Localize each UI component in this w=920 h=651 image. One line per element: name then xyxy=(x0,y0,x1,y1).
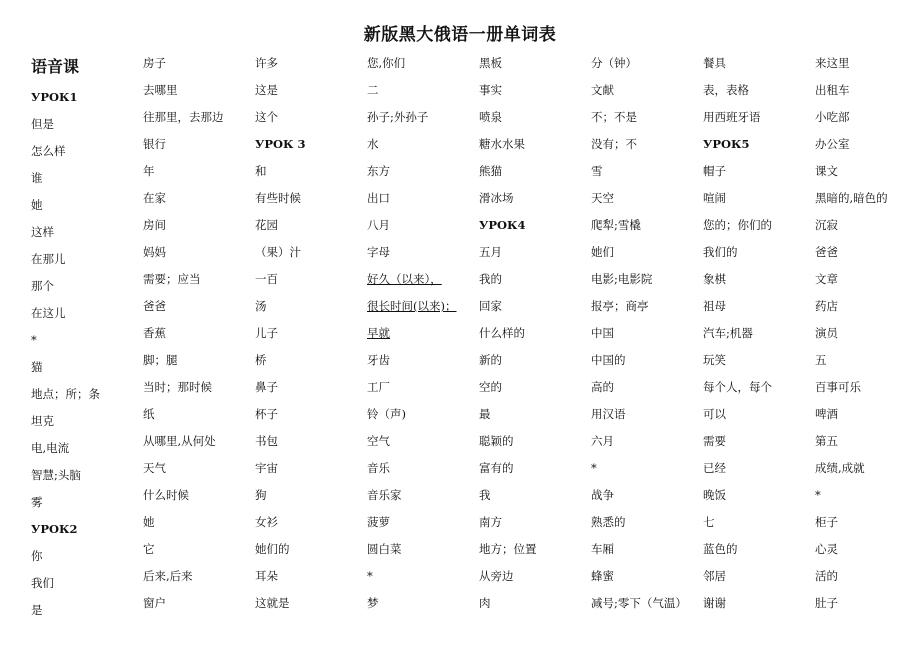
section-heading: 语音课 xyxy=(31,57,80,76)
word-entry: 熊猫 xyxy=(479,164,502,178)
word-entry: 六月 xyxy=(591,434,614,448)
word-entry: 早就 xyxy=(367,326,390,340)
word-entry: 从哪里,从何处 xyxy=(143,434,216,448)
word-entry: 回家 xyxy=(479,299,502,313)
word-entry: 梦 xyxy=(367,596,379,610)
word-entry: 房间 xyxy=(143,218,166,232)
word-entry: 什么时候 xyxy=(143,488,189,502)
word-entry: 不；不是 xyxy=(591,110,637,124)
word-entry: 报亭；商亭 xyxy=(591,299,649,313)
word-entry: 菠萝 xyxy=(367,515,390,529)
word-entry: 表，表格 xyxy=(703,83,749,97)
word-entry: 她 xyxy=(143,515,155,529)
word-entry: 出租车 xyxy=(815,83,850,97)
word-entry: 是 xyxy=(31,603,43,617)
lesson-heading: УРОК2 xyxy=(31,522,78,536)
word-column-1 xyxy=(31,56,100,630)
word-entry: 她 xyxy=(31,198,43,212)
word-entry: 它 xyxy=(143,542,155,556)
word-entry: 从旁边 xyxy=(479,569,514,583)
word-entry: 祖母 xyxy=(703,299,726,313)
word-entry: 中国的 xyxy=(591,353,626,367)
word-entry: 你 xyxy=(31,549,43,563)
word-entry: 空气 xyxy=(367,434,390,448)
word-entry: 减号;零下（气温） xyxy=(591,596,687,610)
word-entry: 需要；应当 xyxy=(143,272,201,286)
word-entry: 黑暗的,暗色的 xyxy=(815,191,888,205)
word-entry: 肉 xyxy=(479,596,491,610)
word-entry: 东方 xyxy=(367,164,390,178)
word-entry: 许多 xyxy=(255,56,278,70)
word-entry: 花园 xyxy=(255,218,278,232)
word-entry: 音乐家 xyxy=(367,488,402,502)
word-entry: 一百 xyxy=(255,272,278,286)
word-entry: 电,电流 xyxy=(31,441,70,455)
word-entry: 有些时候 xyxy=(255,191,301,205)
word-entry: 爸爸 xyxy=(143,299,166,313)
word-entry: 滑冰场 xyxy=(479,191,514,205)
word-column-6 xyxy=(591,56,687,623)
word-entry: 地方；位置 xyxy=(479,542,537,556)
word-entry: 怎么样 xyxy=(31,144,66,158)
word-entry: 二 xyxy=(367,83,379,97)
word-column-2 xyxy=(143,56,224,623)
word-entry: * xyxy=(367,569,373,583)
word-entry: 音乐 xyxy=(367,461,390,475)
word-entry: 鼻子 xyxy=(255,380,278,394)
word-entry: 课文 xyxy=(815,164,838,178)
word-entry: 没有；不 xyxy=(591,137,637,151)
word-entry: 我们 xyxy=(31,576,54,590)
word-entry: 在那儿 xyxy=(31,252,66,266)
word-entry: 战争 xyxy=(591,488,614,502)
word-entry: 智慧;头脑 xyxy=(31,468,81,482)
word-entry: 窗户 xyxy=(143,596,166,610)
word-entry: 去哪里 xyxy=(143,83,178,97)
word-entry: 雾 xyxy=(31,495,43,509)
word-column-3 xyxy=(255,56,305,623)
word-entry: 在这儿 xyxy=(31,306,66,320)
word-entry: 药店 xyxy=(815,299,838,313)
word-entry: 演员 xyxy=(815,326,838,340)
word-entry: 雪 xyxy=(591,164,603,178)
word-column-7 xyxy=(703,56,772,623)
page-title: 新版黑大俄语一册单词表 xyxy=(363,25,557,45)
word-entry: 往那里，去那边 xyxy=(143,110,224,124)
lesson-heading: УРОК 3 xyxy=(255,137,306,151)
word-entry: 这是 xyxy=(255,83,278,97)
word-entry: 书包 xyxy=(255,434,278,448)
word-entry: 汤 xyxy=(255,299,267,313)
word-entry: 用汉语 xyxy=(591,407,626,421)
word-entry: * xyxy=(591,461,597,475)
word-entry: 心灵 xyxy=(815,542,838,556)
word-entry: 这样 xyxy=(31,225,54,239)
word-entry: 我们的 xyxy=(703,245,738,259)
word-entry: 那个 xyxy=(31,279,54,293)
word-entry: 来这里 xyxy=(815,56,850,70)
word-entry: 晚饭 xyxy=(703,488,726,502)
word-entry: 七 xyxy=(703,515,715,529)
word-entry: 象棋 xyxy=(703,272,726,286)
word-entry: 但是 xyxy=(31,117,54,131)
word-entry: 这就是 xyxy=(255,596,290,610)
word-entry: 文章 xyxy=(815,272,838,286)
word-entry: 分（钟） xyxy=(591,56,637,70)
word-entry: 百事可乐 xyxy=(815,380,861,394)
word-entry: 什么样的 xyxy=(479,326,525,340)
word-entry: 喷泉 xyxy=(479,110,502,124)
word-entry: 办公室 xyxy=(815,137,850,151)
word-entry: 儿子 xyxy=(255,326,278,340)
word-entry: 圆白菜 xyxy=(367,542,402,556)
word-entry: * xyxy=(815,488,821,502)
word-entry: 熟悉的 xyxy=(591,515,626,529)
word-entry: 她们的 xyxy=(255,542,290,556)
word-column-5 xyxy=(479,56,537,623)
word-entry: 谁 xyxy=(31,171,43,185)
word-entry: 这个 xyxy=(255,110,278,124)
word-entry: 已经 xyxy=(703,461,726,475)
word-entry: 五月 xyxy=(479,245,502,259)
word-entry: 爸爸 xyxy=(815,245,838,259)
lesson-heading: УРОК1 xyxy=(31,90,78,104)
word-entry: 纸 xyxy=(143,407,155,421)
word-entry: 柜子 xyxy=(815,515,838,529)
word-entry: 喧闹 xyxy=(703,191,726,205)
word-entry: 活的 xyxy=(815,569,838,583)
word-entry: 事实 xyxy=(479,83,502,97)
word-entry: 字母 xyxy=(367,245,390,259)
word-entry: 餐具 xyxy=(703,56,726,70)
word-entry: 天空 xyxy=(591,191,614,205)
word-entry: 肚子 xyxy=(815,596,838,610)
word-entry: 妈妈 xyxy=(143,245,166,259)
word-entry: 沉寂 xyxy=(815,218,838,232)
word-entry: 猫 xyxy=(31,360,43,374)
word-entry: 孙子;外孙子 xyxy=(367,110,429,124)
word-entry: 中国 xyxy=(591,326,614,340)
word-entry: 高的 xyxy=(591,380,614,394)
word-entry: 和 xyxy=(255,164,267,178)
word-entry: 坦克 xyxy=(31,414,54,428)
lesson-heading: УРОК4 xyxy=(479,218,526,232)
word-entry: 每个人，每个 xyxy=(703,380,772,394)
word-entry: 在家 xyxy=(143,191,166,205)
word-entry: 她们 xyxy=(591,245,614,259)
word-entry: 最 xyxy=(479,407,491,421)
word-entry: 黑板 xyxy=(479,56,502,70)
word-entry: 空的 xyxy=(479,380,502,394)
word-entry: 杯子 xyxy=(255,407,278,421)
word-entry: 脚；腿 xyxy=(143,353,178,367)
word-entry: 耳朵 xyxy=(255,569,278,583)
word-entry: 桥 xyxy=(255,353,267,367)
word-entry: 文献 xyxy=(591,83,614,97)
word-entry: 银行 xyxy=(143,137,166,151)
word-entry: 需要 xyxy=(703,434,726,448)
word-entry: 八月 xyxy=(367,218,390,232)
word-entry: 爬犁;雪橇 xyxy=(591,218,641,232)
word-entry: 宇宙 xyxy=(255,461,278,475)
word-entry: 出口 xyxy=(367,191,390,205)
word-entry: 女衫 xyxy=(255,515,278,529)
word-entry: 玩笑 xyxy=(703,353,726,367)
word-entry: 蓝色的 xyxy=(703,542,738,556)
word-entry: 水 xyxy=(367,137,379,151)
word-entry: 地点；所；条 xyxy=(31,387,100,401)
word-entry: 好久（以来）， xyxy=(367,272,442,286)
word-entry: 电影;电影院 xyxy=(591,272,653,286)
word-entry: 汽车;机器 xyxy=(703,326,753,340)
word-entry: * xyxy=(31,333,37,347)
word-entry: 房子 xyxy=(143,56,166,70)
word-entry: 帽子 xyxy=(703,164,726,178)
word-entry: 狗 xyxy=(255,488,267,502)
word-entry: 新的 xyxy=(479,353,502,367)
word-entry: 铃（声) xyxy=(367,407,406,421)
word-entry: 我的 xyxy=(479,272,502,286)
word-entry: 邻居 xyxy=(703,569,726,583)
word-entry: 后来,后来 xyxy=(143,569,193,583)
word-entry: 南方 xyxy=(479,515,502,529)
word-entry: 我 xyxy=(479,488,491,502)
word-entry: 谢谢 xyxy=(703,596,726,610)
lesson-heading: УРОК5 xyxy=(703,137,750,151)
word-entry: 第五 xyxy=(815,434,838,448)
word-entry: 工厂 xyxy=(367,380,390,394)
word-entry: 成绩,成就 xyxy=(815,461,865,475)
word-entry: 年 xyxy=(143,164,155,178)
word-entry: 车厢 xyxy=(591,542,614,556)
word-entry: 您,你们 xyxy=(367,56,406,70)
word-entry: 用西班牙语 xyxy=(703,110,761,124)
word-entry: 富有的 xyxy=(479,461,514,475)
word-entry: 天气 xyxy=(143,461,166,475)
word-entry: 可以 xyxy=(703,407,726,421)
word-column-4 xyxy=(367,56,456,623)
word-entry: 小吃部 xyxy=(815,110,850,124)
word-entry: 蜂蜜 xyxy=(591,569,614,583)
word-entry: 糖水水果 xyxy=(479,137,525,151)
word-entry: 很长时间(以来)； xyxy=(367,299,457,313)
word-entry: 啤酒 xyxy=(815,407,838,421)
word-entry: 五 xyxy=(815,353,827,367)
word-entry: 香蕉 xyxy=(143,326,166,340)
word-column-8 xyxy=(815,56,888,623)
word-entry: 牙齿 xyxy=(367,353,390,367)
word-entry: （果）汁 xyxy=(255,245,301,259)
word-entry: 当时；那时候 xyxy=(143,380,212,394)
word-entry: 聪颖的 xyxy=(479,434,514,448)
word-entry: 您的；你们的 xyxy=(703,218,772,232)
